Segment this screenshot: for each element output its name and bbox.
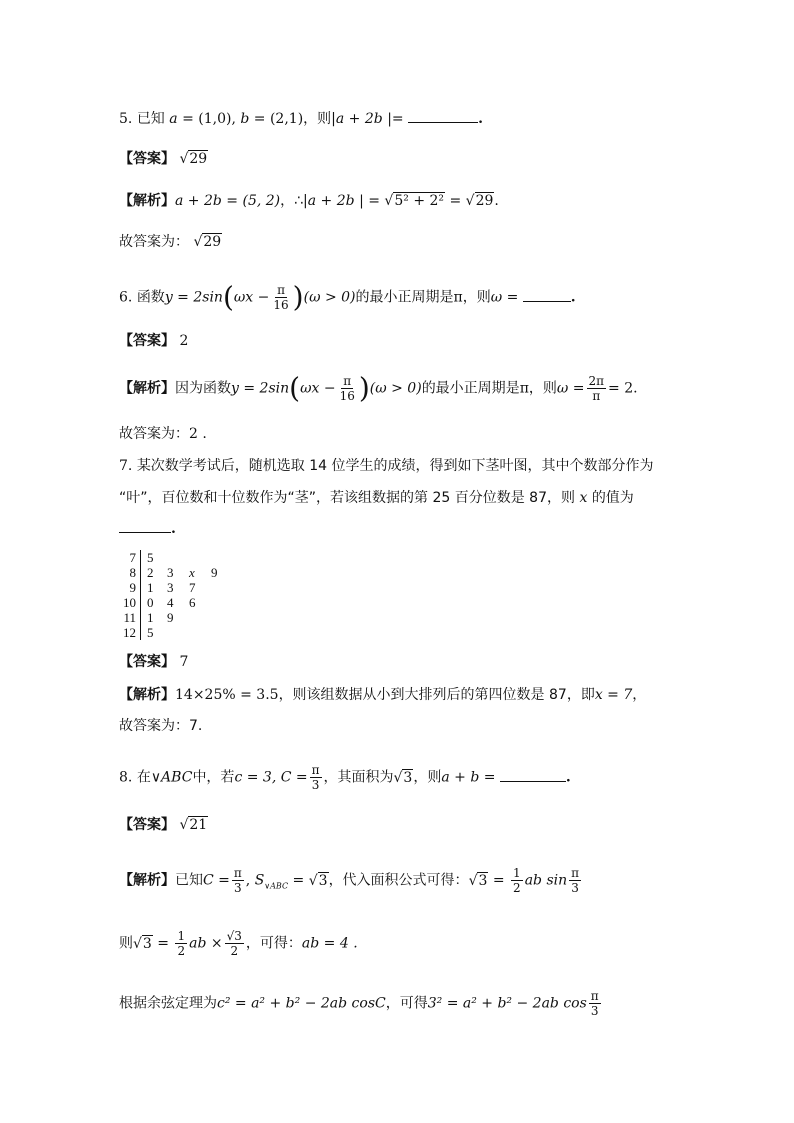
- q8-analysis-label: 【解析】: [119, 872, 175, 889]
- stem-value: 9: [119, 580, 141, 595]
- q8-line3-pre: 根据余弦定理为: [119, 995, 217, 1012]
- stem-leaf-plot: [119, 550, 230, 640]
- q6-analysis-mid: 的最小正周期是: [421, 380, 520, 397]
- q8-answer: [119, 815, 208, 835]
- q8-analysis-s: S: [254, 872, 265, 889]
- q5-conclusion: [119, 232, 222, 252]
- q5-analysis-rad: 5² + 2²: [394, 193, 445, 209]
- q6-prompt: 函数: [136, 289, 165, 306]
- q7-period: .: [171, 521, 176, 537]
- q8-line3-frac-num: π: [590, 989, 599, 1003]
- stem-value: 12: [119, 625, 141, 640]
- stem-value: 10: [119, 595, 141, 610]
- q6-analysis-inner: ωx −: [300, 380, 336, 397]
- q6-analysis-then: ，则: [528, 380, 557, 397]
- q6-mid: 的最小正周期是: [355, 289, 454, 306]
- q7-answer: [119, 652, 188, 672]
- q8-analysis-line1: 【解析】已知C = $\frac{\pi}{3}$ , $S_{\vee ABC} = √3$，代入面积公式可得：√3 = $\frac{1}{2}$ ab sin $\frac{\pi}{3}$: [119, 866, 580, 895]
- leaf-value: 0: [147, 595, 154, 610]
- q6-conclusion-label: 故答案为：: [119, 426, 189, 442]
- q8-analysis-frac3: [569, 866, 581, 895]
- q7-text-line2b: 的值为: [591, 490, 634, 506]
- q8-line3-frac: [589, 989, 601, 1018]
- q5-answer-label: 【答案】: [119, 151, 175, 167]
- q7-conclusion-text: 故答案为：7.: [119, 718, 203, 734]
- q6-number: 6.: [119, 289, 133, 306]
- leaf-value: 5: [147, 550, 154, 565]
- stem-leaf-row: [119, 550, 229, 565]
- stem-value: 8: [119, 565, 141, 580]
- q7-question-line2: [119, 488, 634, 508]
- q5-vec-b: b: [240, 111, 250, 127]
- q6-analysis-frac2: [587, 374, 607, 403]
- q8-analysis-text: ，代入面积公式可得：: [328, 872, 469, 889]
- q8-analysis-frac: [232, 866, 244, 895]
- q8-cond: c = 3, C =: [234, 769, 308, 786]
- q8-line3-formula: c² = a² + b² − 2ab cosC: [217, 995, 386, 1012]
- q6-answer: [119, 331, 188, 351]
- q6-analysis-pi: π: [519, 380, 529, 397]
- q8-analysis-lhs-sqrt: √3: [468, 872, 488, 889]
- q6-cond: (ω > 0): [303, 289, 356, 306]
- q7-answer-value: 7: [179, 654, 189, 670]
- q7-analysis-expr: 14×25% = 3.5: [175, 687, 279, 703]
- q8-number: 8.: [119, 769, 133, 786]
- q8-analysis-c: C =: [203, 872, 230, 889]
- q8-line2-text: ，可得：: [245, 935, 302, 952]
- q8-line2-lhs: 3: [142, 935, 152, 952]
- q8-period: .: [565, 769, 571, 786]
- stem-leaf-row: [119, 580, 229, 595]
- q7-analysis: [119, 685, 646, 705]
- q8-answer-blank: [500, 767, 566, 782]
- q7-text-line1: 某次数学考试后，随机选取 14 位学生的成绩，得到如下茎叶图，其中个数部分作为: [136, 458, 654, 474]
- leaf-value: [207, 625, 229, 640]
- q8-frac-den: 3: [311, 778, 320, 792]
- q5-analysis: 【解析】a + 2b = (5, 2)，∴|a + 2b | = √5² + 2² = √29.: [119, 193, 499, 209]
- q7-question-line3: [119, 518, 176, 539]
- q5-analysis-label: 【解析】: [119, 193, 175, 209]
- q8-line3-formula2: 3² = a² + b² − 2ab cos: [427, 995, 587, 1012]
- q8-analysis-s-eq: =: [292, 872, 305, 889]
- q5-prompt: 已知: [136, 111, 165, 127]
- q7-conclusion: [119, 716, 202, 736]
- q8-line2-half-den: 2: [177, 944, 186, 958]
- q8-line2-frac-num: √3: [226, 929, 242, 943]
- q8-area: 3: [403, 769, 413, 786]
- q8-then: ，则: [413, 769, 442, 786]
- q8-analysis-line3: [119, 989, 603, 1018]
- q8-line2-res: ab = 4 .: [301, 935, 358, 952]
- leaf-value: [185, 625, 207, 640]
- q5-expr-b: b: [373, 111, 383, 127]
- leaf-value: [207, 595, 229, 610]
- stem-leaf-row: [119, 610, 229, 625]
- q6-period: .: [570, 289, 576, 306]
- q8-prompt: 在: [136, 769, 151, 786]
- q8-analysis-frac3-num: π: [571, 866, 580, 880]
- q5-analysis-expr2: a + 2b: [307, 193, 355, 209]
- q6-analysis-omega: ω =: [556, 380, 585, 397]
- q7-text-x: x: [579, 490, 588, 506]
- q6-conclusion-value: 2 .: [189, 426, 207, 442]
- leaf-value: [185, 610, 207, 625]
- leaf-value: 1: [147, 580, 154, 595]
- q8-ask: a + b =: [441, 769, 496, 786]
- q5-eq-b: = (2,1): [253, 111, 304, 127]
- stem-leaf-row: [119, 565, 229, 580]
- q6-analysis-pre: 因为函数: [175, 380, 231, 397]
- q7-question-line1: [119, 456, 654, 476]
- q8-line3-text: ，可得: [385, 995, 428, 1012]
- leaf-value: 9: [211, 565, 218, 580]
- q8-line2-frac-den: 2: [230, 944, 239, 958]
- q8-answer-sqrt: √21: [179, 817, 208, 833]
- q6-answer-label: 【答案】: [119, 333, 175, 349]
- q5-answer-sqrt: √29: [179, 151, 208, 167]
- q8-mid: 中，若: [192, 769, 235, 786]
- leaf-value: 6: [189, 595, 196, 610]
- q7-answer-blank: [119, 518, 171, 533]
- q8-analysis-s-sub: ∨ABC: [264, 881, 289, 891]
- q8-line3-frac-den: 3: [590, 1004, 599, 1018]
- q6-then: ，则: [462, 289, 491, 306]
- q6-pi: π: [453, 289, 463, 306]
- q5-conclusion-sqrt: √29: [193, 234, 222, 250]
- leaf-value: x: [189, 565, 195, 580]
- q5-expr: a + 2: [335, 111, 374, 127]
- q6-analysis-res: = 2.: [608, 380, 638, 397]
- q7-number: 7.: [119, 458, 133, 474]
- q6-analysis-func: y = 2sin: [231, 380, 290, 397]
- stem-leaf-table: [119, 550, 230, 640]
- q8-analysis-absin: ab sin: [524, 872, 568, 889]
- q8-line2-pre: 则: [119, 935, 133, 952]
- q8-answer-value: 21: [189, 817, 208, 833]
- q6-answer-value: 2: [179, 333, 189, 349]
- q6-analysis-cond: (ω > 0): [369, 380, 422, 397]
- q8-line2-frac-rad: 3: [234, 929, 242, 943]
- leaf-value: 7: [189, 580, 196, 595]
- q6-frac-den: 16: [273, 298, 289, 312]
- q6-analysis-frac2-den: π: [592, 389, 601, 403]
- q5-period: .: [478, 111, 483, 127]
- q6-conclusion: [119, 424, 207, 444]
- q6-analysis-frac-num: π: [343, 374, 352, 388]
- q5-number: 5.: [119, 111, 133, 127]
- q8-analysis-frac-num: π: [233, 866, 242, 880]
- q8-analysis-frac-den: 3: [234, 881, 242, 895]
- q5-analysis-eq2: =: [449, 193, 462, 209]
- q8-line2-half-num: 1: [177, 929, 186, 943]
- q6-omega: ω =: [490, 289, 519, 306]
- q8-analysis-lhs: 3: [478, 872, 488, 889]
- leaf-value: [163, 625, 185, 640]
- q8-frac: [310, 763, 322, 792]
- q5-answer: [119, 149, 208, 169]
- q5-analysis-expr: a + 2b = (5, 2): [175, 193, 281, 209]
- q8-line2-times: ab ×: [189, 935, 223, 952]
- stem-leaf-row: [119, 625, 229, 640]
- q6-frac-num: π: [277, 283, 285, 297]
- leaf-value: 3: [167, 565, 174, 580]
- q8-analysis-s-sqrt: √3: [308, 872, 328, 889]
- leaf-value: 1: [147, 610, 154, 625]
- q8-line2-half: [175, 929, 187, 958]
- q5-vec-a: a: [169, 111, 178, 127]
- q5-analysis-sqrt: √5² + 2²: [384, 193, 445, 209]
- q6-analysis-label: 【解析】: [119, 380, 175, 397]
- q8-analysis-half-den: 2: [513, 881, 521, 895]
- leaf-value: [185, 550, 207, 565]
- q8-analysis-line2: 则√3 = $\frac{1}{2}$ ab × $\frac{√3}{2}$ ，可得：ab = 4 .: [119, 929, 358, 958]
- leaf-value: [207, 610, 229, 625]
- q6-frac: [271, 283, 290, 312]
- q6-analysis-frac-den: 16: [339, 389, 355, 403]
- q7-text-line2a: “叶”，百位数和十位数作为“茎”，若该组数据的第 25 百分位数是 87，则: [119, 490, 575, 506]
- q5-analysis-eq: | =: [359, 193, 380, 209]
- q8-line2-sqrt: √3: [133, 935, 152, 952]
- q8-analysis-half: [511, 866, 523, 895]
- q8-analysis-frac3-den: 3: [571, 881, 579, 895]
- q7-answer-label: 【答案】: [119, 654, 175, 670]
- q7-analysis-res: x = 7: [594, 687, 633, 703]
- stem-value: 11: [119, 610, 141, 625]
- stem-value: 7: [119, 550, 141, 565]
- leaf-value: [163, 550, 185, 565]
- leaf-value: 5: [147, 625, 154, 640]
- q5-analysis-mid: ，∴|: [280, 193, 308, 209]
- q8-area-text: ，其面积为: [323, 769, 394, 786]
- q8-area-sqrt: √3: [393, 769, 413, 786]
- leaf-value: [207, 550, 229, 565]
- q6-func: y = 2sin: [164, 289, 223, 306]
- q7-analysis-label: 【解析】: [119, 687, 175, 703]
- q8-question: [119, 763, 571, 792]
- q5-conclusion-label: 故答案为：: [119, 234, 189, 250]
- q8-line2-frac: [225, 929, 244, 958]
- q5-mid: ，则|: [303, 111, 336, 127]
- leaf-value: [207, 580, 229, 595]
- leaf-value: 4: [167, 595, 174, 610]
- q7-analysis-end: ，: [632, 687, 647, 703]
- q6-answer-blank: [523, 287, 571, 302]
- q8-triangle: ∨ABC: [150, 769, 193, 786]
- q5-answer-value: 29: [189, 151, 208, 167]
- q5-question: [119, 108, 483, 129]
- q8-answer-label: 【答案】: [119, 817, 175, 833]
- q5-answer-blank: [408, 108, 478, 123]
- q5-eq-a: = (1,0),: [182, 111, 236, 127]
- q6-question: 6. 函数y = 2sin(ωx − $\frac{\pi}{16}$ )(ω > 0)的最小正周期是π，则ω = .: [119, 280, 576, 314]
- q5-analysis-result: √29: [465, 193, 494, 209]
- q8-analysis-s-val: 3: [318, 872, 328, 889]
- q7-analysis-text: ，则该组数据从小到大排列后的第四位数是 87，即: [278, 687, 595, 703]
- q6-analysis-frac: [338, 374, 357, 403]
- leaf-value: 2: [147, 565, 154, 580]
- q8-frac-num: π: [311, 763, 320, 777]
- leaf-value: 3: [167, 580, 174, 595]
- leaf-value: 9: [167, 610, 174, 625]
- stem-leaf-row: [119, 595, 229, 610]
- q6-analysis: 【解析】因为函数y = 2sin(ωx − $\frac{\pi}{16}$ )(ω > 0)的最小正周期是π，则ω = $\frac{2\pi}{\pi}$ = 2.: [119, 371, 638, 405]
- q6-analysis-frac2-num: 2π: [588, 374, 605, 388]
- q5-conclusion-value: 29: [203, 234, 222, 250]
- q6-inner: ωx −: [233, 289, 270, 306]
- q8-analysis-pre: 已知: [175, 872, 203, 889]
- q8-analysis-half-num: 1: [513, 866, 521, 880]
- q5-end: |=: [387, 111, 404, 127]
- q5-analysis-res: 29: [475, 193, 494, 209]
